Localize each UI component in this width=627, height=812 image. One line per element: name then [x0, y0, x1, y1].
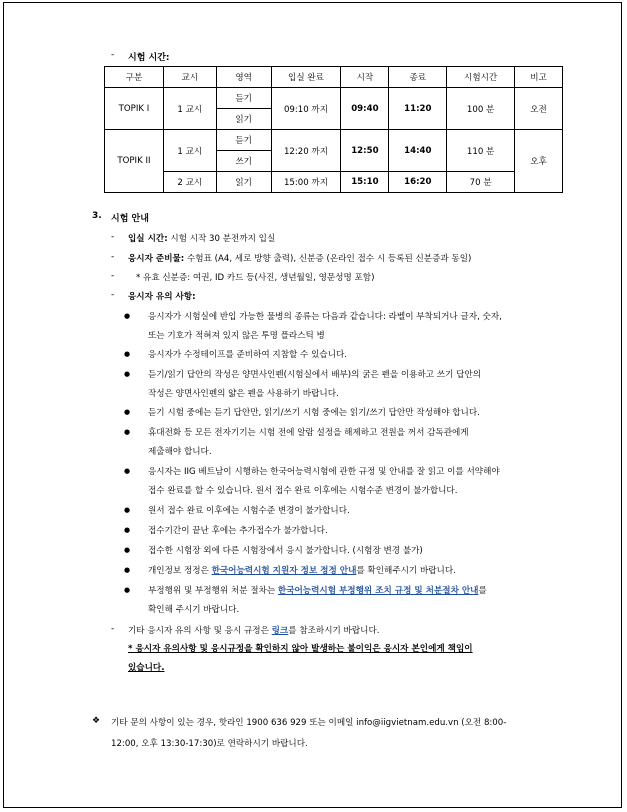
- rules-link[interactable]: 링크: [271, 626, 289, 636]
- dash-marker: -: [111, 271, 115, 281]
- list-item-cont: 제출해야 합니다.: [148, 447, 212, 457]
- period-cell: 1 교시: [163, 88, 216, 130]
- bullet-icon: ●: [124, 312, 131, 320]
- bullet-icon: ●: [124, 467, 131, 475]
- contact-line-2: 12:00, 오후 13:30-17:30)로 연락하시기 바랍니다.: [111, 739, 308, 749]
- list-item: 접수한 시험장 외에 다른 시험장에서 응시 불가합니다. (시험장 변경 불가): [148, 546, 423, 556]
- area-cell: 듣기: [216, 130, 271, 151]
- list-item: 듣기/읽기 답안의 작성은 양면사인펜(시험실에서 배부)의 굵은 펜을 이용하고 쓰기 답안의: [148, 370, 482, 380]
- list-item: 응시자가 시험실에 반입 가능한 물병의 종류는 다음과 같습니다: 라벨이 부착되거나 글자, 숫자,: [148, 312, 502, 322]
- period-cell: 1 교시: [163, 130, 216, 172]
- list-item-cont: 또는 기호가 적혀져 있지 않은 투명 플라스틱 병: [148, 331, 325, 341]
- checkin-line: 입실 시간: 시험 시작 30 분전까지 입실: [128, 234, 276, 244]
- prep-line: 응시자 준비물: 수험표 (A4, 세로 방향 출력), 신분증 (온라인 접수 시 등록된 신분증과 동일): [128, 254, 472, 264]
- schedule-table: [104, 66, 563, 193]
- period-cell: 2 교시: [163, 172, 216, 193]
- table-row: [105, 88, 563, 109]
- area-cell: 읽기: [216, 172, 271, 193]
- start-cell: 09:40: [341, 88, 389, 130]
- warning-line-1: * 응시자 유의사항 및 응시규정을 확인하지 않아 발생하는 불이익은 응시자 본인에게 책임이: [128, 644, 473, 654]
- section-title-exam-time: 시험 시간:: [128, 53, 170, 63]
- area-cell: 읽기: [216, 109, 271, 130]
- header-cell: 구분: [105, 67, 164, 88]
- dash-marker: -: [111, 252, 115, 262]
- list-item-cont: 작성은 양면사인펜의 얇은 펜을 사용하기 바랍니다.: [148, 389, 339, 399]
- dash-marker: -: [111, 50, 115, 60]
- diamond-bullet-icon: ❖: [92, 716, 101, 726]
- checkin-cell: 12:20 까지: [271, 130, 341, 172]
- list-item: 접수기간이 끝난 후에는 추가접수가 불가합니다.: [148, 526, 328, 536]
- other-rules-line: 기타 응시자 유의 사항 및 응시 규정은 링크를 참조하시기 바랍니다.: [128, 626, 380, 636]
- end-cell: 16:20: [389, 172, 447, 193]
- header-cell: 시험시간: [447, 67, 515, 88]
- bullet-icon: ●: [124, 428, 131, 436]
- list-item-cont: 접수 완료를 할 수 있습니다. 원서 접수 완료 이후에는 시험수준 변경이 불가합니다.: [148, 486, 458, 496]
- bullet-icon: ●: [124, 566, 131, 574]
- header-cell: 입실 완료: [271, 67, 341, 88]
- area-cell: 쓰기: [216, 151, 271, 172]
- level-cell: TOPIK I: [105, 88, 164, 130]
- bullet-icon: ●: [124, 370, 131, 378]
- checkin-cell: 15:00 까지: [271, 172, 341, 193]
- duration-cell: 110 분: [447, 130, 515, 172]
- list-item: 응시자는 IIG 베트남이 시행하는 한국어능력시험에 관한 규정 및 안내를 잘 읽고 이를 서약해야: [148, 467, 500, 477]
- header-cell: 종료: [389, 67, 447, 88]
- list-item: 휴대전화 등 모든 전자기기는 시험 전에 알람 설정을 해제하고 전원을 꺼서 감독관에게: [148, 428, 469, 438]
- list-item: 듣기 시험 중에는 듣기 답안만, 읽기/쓰기 시험 중에는 읽기/쓰기 답안만 작성해야 합니다.: [148, 408, 480, 418]
- bullet-icon: ●: [124, 506, 131, 514]
- area-cell: 듣기: [216, 88, 271, 109]
- table-row: [105, 172, 563, 193]
- list-item-penalty: 부정행위 및 부정행위 처분 절차는 한국어능력시험 부정행위 조치 규정 및 처분절차 안내를: [148, 586, 487, 596]
- contact-line-1: 기타 문의 사항이 있는 경우, 핫라인 1900 636 929 또는 이메일 info@iigvietnam.edu.vn (오전 8:00-: [111, 718, 507, 728]
- start-cell: 15:10: [341, 172, 389, 193]
- bullet-icon: ●: [124, 408, 131, 416]
- end-cell: 14:40: [389, 130, 447, 172]
- section-number: 3.: [92, 211, 102, 221]
- id-note: * 유효 신분증: 여권, ID 카드 등(사진, 생년월일, 영문성명 포함): [136, 273, 375, 283]
- penalty-rules-link[interactable]: 한국어능력시험 부정행위 조치 규정 및 처분절차 안내: [277, 586, 479, 596]
- table-header-row: [105, 67, 563, 88]
- caution-title: 응시자 유의 사항:: [128, 292, 196, 302]
- table-row: [105, 130, 563, 151]
- dash-marker: -: [111, 624, 115, 634]
- header-cell: 교시: [163, 67, 216, 88]
- start-cell: 12:50: [341, 130, 389, 172]
- warning-line-2: 있습니다.: [128, 663, 165, 673]
- note-cell: 오후: [515, 130, 563, 193]
- end-cell: 11:20: [389, 88, 447, 130]
- info-fix-link[interactable]: 한국어능력시험 지원자 정보 정정 안내: [211, 566, 357, 576]
- duration-cell: 100 분: [447, 88, 515, 130]
- dash-marker: -: [111, 290, 115, 300]
- header-cell: 시작: [341, 67, 389, 88]
- bullet-icon: ●: [124, 350, 131, 358]
- duration-cell: 70 분: [447, 172, 515, 193]
- checkin-cell: 09:10 까지: [271, 88, 341, 130]
- note-cell: 오전: [515, 88, 563, 130]
- dash-marker: -: [111, 232, 115, 242]
- bullet-icon: ●: [124, 586, 131, 594]
- bullet-icon: ●: [124, 526, 131, 534]
- level-cell: TOPIK II: [105, 130, 164, 193]
- header-cell: 영역: [216, 67, 271, 88]
- list-item: 응시자가 수정테이프를 준비하여 지참할 수 있습니다.: [148, 350, 348, 360]
- bullet-icon: ●: [124, 546, 131, 554]
- list-item-info-fix: 개인정보 정정은 한국어능력시험 지원자 정보 정정 안내를 확인해주시기 바랍니다.: [148, 566, 456, 576]
- section-title-guide: 시험 안내: [111, 214, 149, 224]
- list-item: 원서 접수 완료 이후에는 시험수준 변경이 불가합니다.: [148, 506, 350, 516]
- list-item-cont: 확인해 주시기 바랍니다.: [148, 605, 240, 615]
- header-cell: 비고: [515, 67, 563, 88]
